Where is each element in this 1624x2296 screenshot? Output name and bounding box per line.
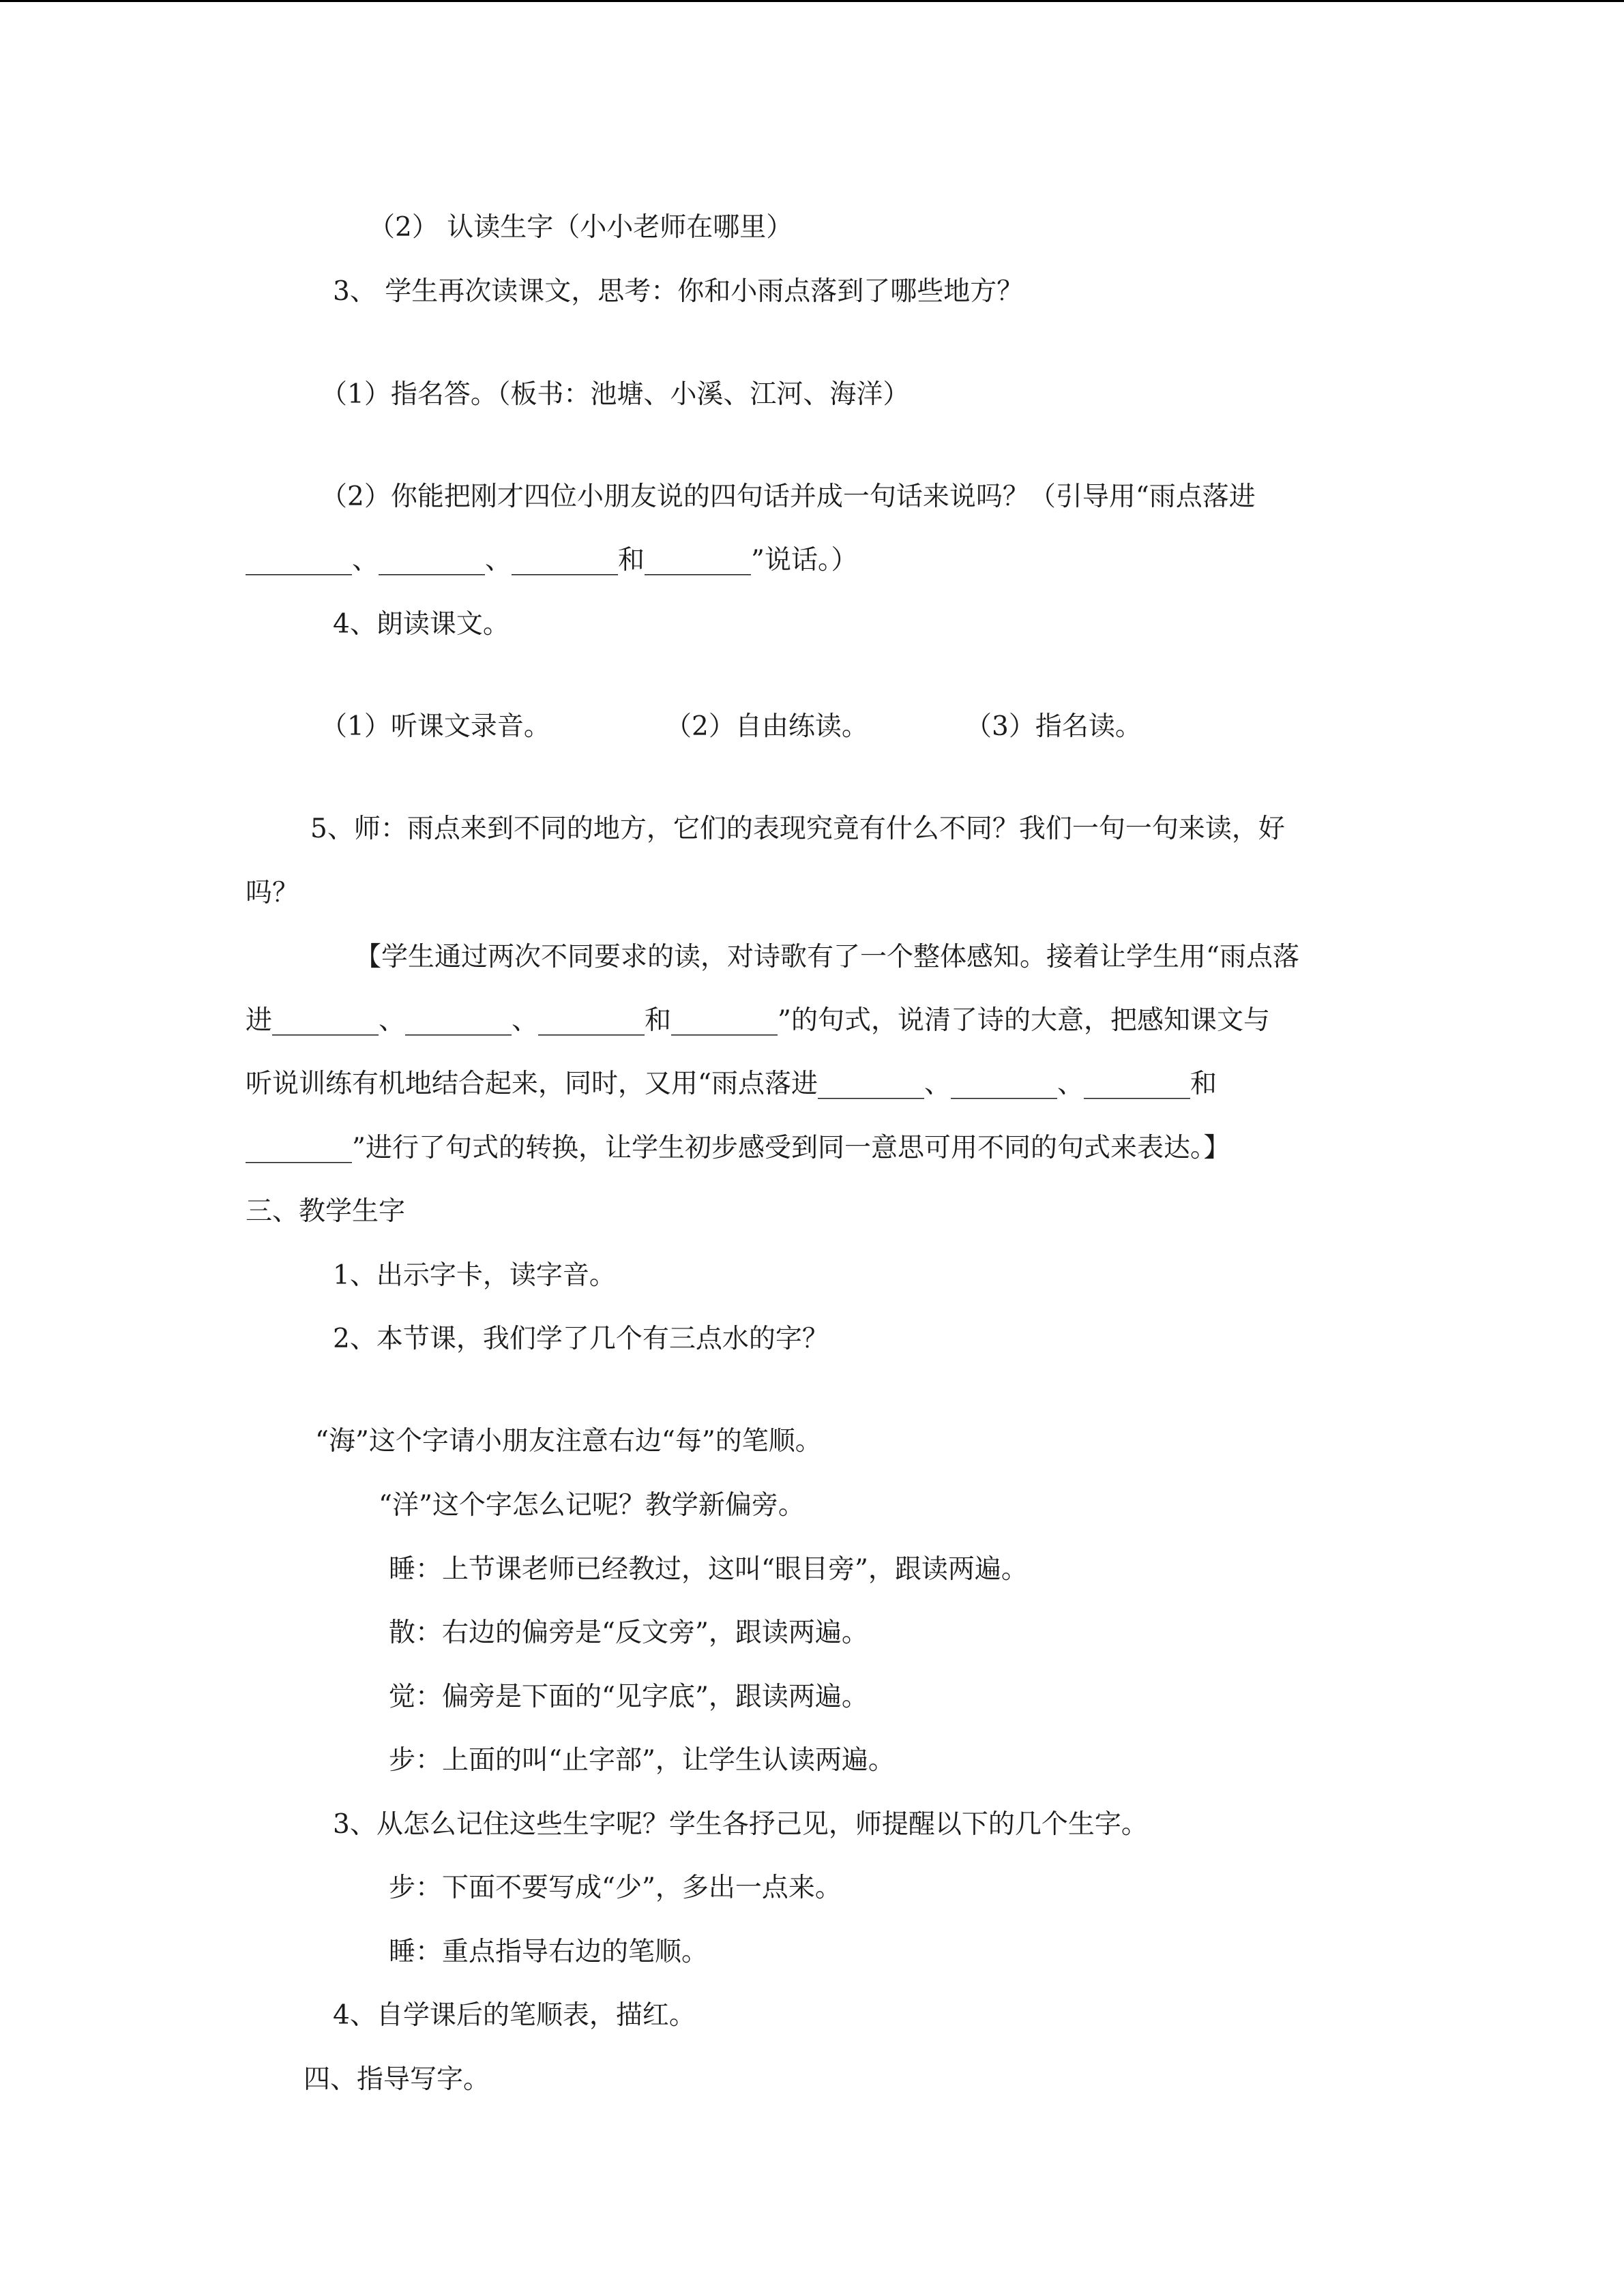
text-line: 睡：重点指导右边的笔顺。 — [389, 1937, 709, 1967]
text-line: “海”这个字请小朋友注意右边“每”的笔顺。 — [315, 1426, 822, 1457]
text-line: 2、本节课，我们学了几个有三点水的字？ — [333, 1324, 829, 1354]
text-line: （1）听课文录音。 — [321, 711, 550, 742]
section-heading: 四、指导写字。 — [304, 2064, 490, 2095]
text-line: （2）自由练读。 — [665, 711, 868, 742]
text-line: 1、出示字卡，读字音。 — [333, 1260, 616, 1291]
text-line: ________”进行了句式的转换，让学生初步感受到同一意思可用不同的句式来表达。】 — [246, 1133, 1230, 1163]
text-line: 吗？ — [246, 878, 299, 908]
section-heading: 三、教学生字 — [246, 1196, 406, 1227]
text-line: 觉：偏旁是下面的“见字底”，跟读两遍。 — [389, 1682, 868, 1712]
page-top-border — [0, 0, 1624, 2]
text-line: 步：上面的叫“止字部”，让学生认读两遍。 — [389, 1745, 895, 1776]
text-line: 5、师：雨点来到不同的地方，它们的表现究竟有什么不同？我们一句一句来读，好 — [310, 814, 1285, 844]
text-line: （2） 认读生字（小小老师在哪里） — [368, 212, 793, 243]
text-line: ________、________、________和________”说话。） — [246, 545, 858, 576]
text-line: （3）指名读。 — [965, 711, 1142, 742]
text-line: 睡：上节课老师已经教过，这叫“眼目旁”，跟读两遍。 — [389, 1554, 1028, 1585]
text-line: 进________、________、________和________”的句式，说清了诗的大意，把感知课文与 — [246, 1005, 1270, 1036]
text-line: （2）你能把刚才四位小朋友说的四句话并成一句话来说吗？（引导用“雨点落进 — [321, 481, 1256, 512]
text-line: 散：右边的偏旁是“反文旁”，跟读两遍。 — [389, 1617, 868, 1648]
text-line: （1）指名答。（板书：池塘、小溪、江河、海洋） — [321, 379, 910, 410]
text-line: 4、朗读课文。 — [333, 609, 510, 640]
text-line: 【学生通过两次不同要求的读，对诗歌有了一个整体感知。接着让学生用“雨点落 — [355, 942, 1299, 972]
text-line: “洋”这个字怎么记呢？教学新偏旁。 — [379, 1490, 805, 1521]
text-line: 3、从怎么记住这些生字呢？学生各抒己见，师提醒以下的几个生字。 — [333, 1809, 1148, 1840]
text-line: 步：下面不要写成“少”，多出一点来。 — [389, 1873, 842, 1903]
text-line: 听说训练有机地结合起来，同时，又用“雨点落进________、________、________和 — [246, 1069, 1217, 1099]
text-line: 4、自学课后的笔顺表，描红。 — [333, 2000, 696, 2031]
text-line: 3、 学生再次读课文，思考：你和小雨点落到了哪些地方？ — [333, 276, 1024, 307]
